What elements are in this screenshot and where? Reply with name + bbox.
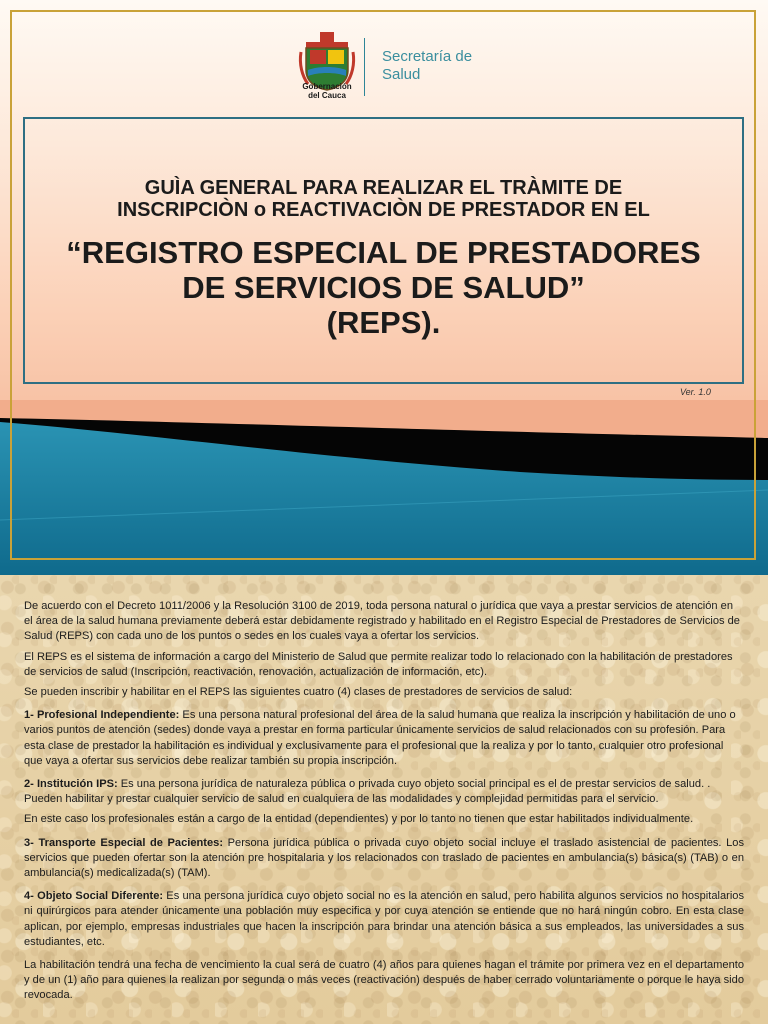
title-line: (REPS). bbox=[326, 305, 441, 340]
class-label: 1- Profesional Independiente: bbox=[24, 709, 180, 722]
body-text bbox=[24, 599, 744, 1009]
logo-caption-line: Gobernación bbox=[302, 82, 352, 91]
class-independent bbox=[24, 708, 744, 769]
class-other bbox=[24, 889, 744, 950]
title-line: DE SERVICIOS DE SALUD” bbox=[182, 270, 585, 305]
class-description: Es una persona jurídica cuyo objeto social no es la atención en salud, pero habilita algunos servicios no hospitalarios ni quirúrgicos para atender únicamente una población muy especifica y por cuya atención se entiende que no hará ningún cobro. En esta clase aplican, por ejemplo, empresas industriales que hacen la inscripción para brindar una atención básica a sus empleados, las universidades a sus estudiantes, etc. bbox=[24, 890, 744, 948]
paragraph-classes: Se pueden inscribir y habilitar en el REPS las siguientes cuatro (4) clases de prestadores de servicios de salud: bbox=[24, 686, 573, 699]
class-transport bbox=[24, 836, 744, 882]
subtitle-line: INSCRIPCIÒN o REACTIVACIÒN DE PRESTADOR EN EL bbox=[117, 199, 650, 221]
title-line: “REGISTRO ESPECIAL DE PRESTADORES bbox=[66, 235, 701, 270]
slide-frame bbox=[10, 10, 756, 560]
department-line: Salud bbox=[382, 66, 421, 83]
paragraph-intro: De acuerdo con el Decreto 1011/2006 y la Resolución 3100 de 2019, toda persona natural o jurídica que vaya a prestar servicios de atención en el área de la salud humana previamente deberá estar debidamente registrado y habilitado en el Registro Especial de Prestadores de Servicios de Salud (REPS) con cada uno de los puntos o sedes en los cuales vaya a ofertar los servicios. bbox=[24, 600, 740, 643]
class-description: Es una persona jurídica de naturaleza pública o privada cuyo objeto social principal es el de prestar servicios de salud. . Pueden habilitar y prestar cualquier servicio de salud en cualquiera de las modalidades y complejidad permitidas para el servicio. bbox=[24, 778, 711, 806]
class-description: Persona jurídica pública o privada cuyo objeto social incluye el traslado asistencial de pacientes. Los servicios que pueden ofertar son la atención pre hospitalaria y los relacionados con traslado de pacientes en ambulancia(s) básica(s) (TAB) o en ambulancia(s) medicalizada(s) (TAM). bbox=[24, 836, 744, 880]
subtitle-line: GUÌA GENERAL PARA REALIZAR EL TRÀMITE DE bbox=[144, 177, 623, 199]
class-label: 3- Transporte Especial de Pacientes: bbox=[24, 836, 224, 849]
class-description: Es una persona natural profesional del área de la salud humana que realiza la inscripción y habilitación de uno o varios puntos de atención (sedes) donde vaya a prestar en forma particular únicamente servicios de salud relacionados con su profesión. Para esta clase de prestador la habilitación es individual y exclusivamente para el profesional que la realiza y por lo tanto, cualquier otro profesional que vaya a ofertar sus servicios debe realizar también su propia inscripción. bbox=[24, 709, 736, 767]
department-line: Secretaría de bbox=[382, 48, 473, 65]
content-slide bbox=[0, 575, 768, 1024]
paragraph-expiration: La habilitación tendrá una fecha de vencimiento la cual será de cuatro (4) años para quienes hagan el trámite por primera vez en el departamento y de un (1) año para quienes la realizan por segunda o más veces (reactivación) después de haber cerrado voluntariamente o porque le haya sido revocada. bbox=[24, 959, 744, 1002]
logo-caption-line: del Cauca bbox=[308, 91, 346, 100]
version-label: Ver. 1.0 bbox=[680, 387, 711, 397]
class-label: 4- Objeto Social Diferente: bbox=[24, 890, 164, 903]
class-label: 2- Institución IPS: bbox=[24, 778, 118, 791]
class-ips bbox=[24, 777, 744, 807]
class-ips-note: En este caso los profesionales están a cargo de la entidad (dependientes) y por lo tanto no tienen que estar habilitados individualmente. bbox=[24, 813, 694, 826]
paragraph-reps: El REPS es el sistema de información a cargo del Ministerio de Salud que permite realizar todo lo relacionado con la habilitación de prestadores de servicios de salud (Inscripción, reactivación, renovación, actualización de información, etc). bbox=[24, 650, 733, 678]
